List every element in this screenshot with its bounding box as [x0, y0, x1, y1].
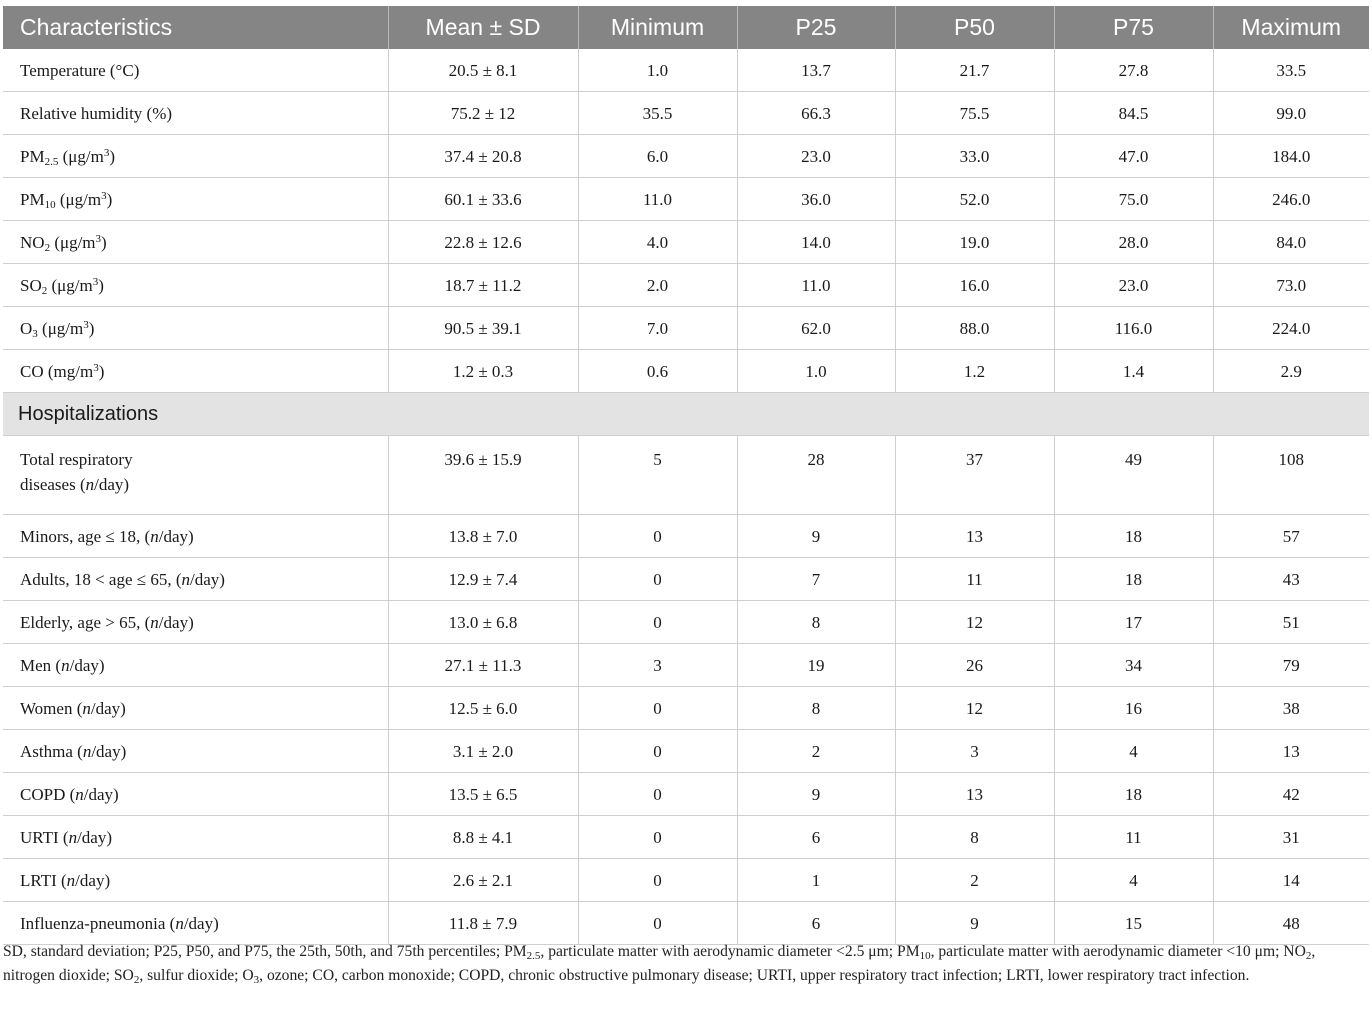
maximum-cell: 42 — [1213, 773, 1369, 816]
table-row — [3, 515, 1369, 558]
p75-cell: 17 — [1054, 601, 1213, 644]
minimum-cell: 0 — [578, 816, 737, 859]
minimum-cell: 11.0 — [578, 178, 737, 221]
characteristic-label — [3, 49, 388, 92]
table-row — [3, 221, 1369, 264]
statistics-table — [3, 6, 1369, 945]
minimum-cell: 7.0 — [578, 307, 737, 350]
p50-cell: 9 — [895, 902, 1054, 945]
label-superscript: 3 — [103, 146, 110, 159]
p25-cell: 11.0 — [737, 264, 895, 307]
label-text: Elderly, age > 65, — [20, 612, 141, 632]
p75-cell: 18 — [1054, 773, 1213, 816]
mean-sd-cell: 1.2 ± 0.3 — [388, 350, 578, 393]
table-row — [3, 307, 1369, 350]
p25-cell: 8 — [737, 687, 895, 730]
p25-cell: 23.0 — [737, 135, 895, 178]
maximum-cell: 38 — [1213, 687, 1369, 730]
unit-text: (n/day) — [62, 827, 112, 847]
characteristic-label — [3, 264, 388, 307]
table-row — [3, 558, 1369, 601]
minimum-cell: 3 — [578, 644, 737, 687]
p25-cell: 2 — [737, 730, 895, 773]
characteristic-label — [3, 350, 388, 393]
label-text: O — [20, 318, 33, 338]
minimum-cell: 5 — [578, 436, 737, 515]
label-text: ) — [88, 318, 95, 338]
label-text: COPD — [20, 784, 66, 804]
p50-cell: 1.2 — [895, 350, 1054, 393]
footnote-sub: 2 — [133, 974, 140, 986]
p75-cell: 75.0 — [1054, 178, 1213, 221]
mean-sd-cell: 3.1 ± 2.0 — [388, 730, 578, 773]
maximum-cell: 246.0 — [1213, 178, 1369, 221]
minimum-cell: 35.5 — [578, 92, 737, 135]
minimum-cell: 0 — [578, 902, 737, 945]
label-text: Asthma — [20, 741, 73, 761]
maximum-cell: 43 — [1213, 558, 1369, 601]
table-footnote — [3, 940, 1369, 988]
minimum-cell: 6.0 — [578, 135, 737, 178]
p25-cell: 28 — [737, 436, 895, 515]
header-p25: P25 — [737, 6, 895, 49]
footnote-text: , particulate matter with aerodynamic diameter <2.5 μm; PM — [540, 943, 920, 960]
mean-sd-cell: 22.8 ± 12.6 — [388, 221, 578, 264]
p25-cell: 13.7 — [737, 49, 895, 92]
label-subscript: 2.5 — [44, 155, 59, 168]
p75-cell: 16 — [1054, 687, 1213, 730]
p25-cell: 6 — [737, 902, 895, 945]
characteristic-label — [3, 816, 388, 859]
footnote-text: , nitrogen dioxide; SO — [3, 943, 1316, 984]
p50-cell: 3 — [895, 730, 1054, 773]
label-text: (μg/m — [47, 275, 93, 295]
label-text: PM — [20, 146, 45, 166]
unit-text: (n/day) — [76, 698, 126, 718]
label-text: ) — [98, 361, 105, 381]
maximum-cell: 14 — [1213, 859, 1369, 902]
p50-cell: 12 — [895, 601, 1054, 644]
unit-text: (n/day) — [175, 569, 225, 589]
table-row — [3, 859, 1369, 902]
p50-cell: 19.0 — [895, 221, 1054, 264]
footnote-sub: 10 — [919, 950, 931, 962]
table-row — [3, 92, 1369, 135]
mean-sd-cell: 60.1 ± 33.6 — [388, 178, 578, 221]
mean-sd-cell: 8.8 ± 4.1 — [388, 816, 578, 859]
mean-sd-cell: 20.5 ± 8.1 — [388, 49, 578, 92]
p75-cell: 11 — [1054, 816, 1213, 859]
p75-cell: 4 — [1054, 730, 1213, 773]
mean-sd-cell: 13.0 ± 6.8 — [388, 601, 578, 644]
mean-sd-cell: 37.4 ± 20.8 — [388, 135, 578, 178]
p75-cell: 27.8 — [1054, 49, 1213, 92]
maximum-cell: 184.0 — [1213, 135, 1369, 178]
table-row — [3, 816, 1369, 859]
maximum-cell: 108 — [1213, 436, 1369, 515]
characteristic-label — [3, 307, 388, 350]
mean-sd-cell: 18.7 ± 11.2 — [388, 264, 578, 307]
p75-cell: 116.0 — [1054, 307, 1213, 350]
table-row — [3, 178, 1369, 221]
label-text: ) — [106, 189, 113, 209]
p75-cell: 49 — [1054, 436, 1213, 515]
p50-cell: 52.0 — [895, 178, 1054, 221]
footnote-text: , ozone; CO, carbon monoxide; COPD, chronic obstructive pulmonary disease; URTI, upper respiratory tract infection; LRTI, lower respiratory tract infection. — [259, 967, 1250, 984]
table-row — [3, 49, 1369, 92]
unit-text: (n/day) — [144, 612, 194, 632]
p75-cell: 34 — [1054, 644, 1213, 687]
maximum-cell: 51 — [1213, 601, 1369, 644]
characteristic-label — [3, 135, 388, 178]
header-p75: P75 — [1054, 6, 1213, 49]
minimum-cell: 0 — [578, 730, 737, 773]
table-row — [3, 350, 1369, 393]
label-text: URTI — [20, 827, 59, 847]
mean-sd-cell: 13.5 ± 6.5 — [388, 773, 578, 816]
label-text: ) — [98, 275, 104, 295]
label-superscript: 3 — [93, 361, 99, 374]
p25-cell: 66.3 — [737, 92, 895, 135]
label-subscript: 2 — [44, 241, 51, 254]
unit-text: (n/day) — [55, 655, 105, 675]
p50-cell: 21.7 — [895, 49, 1054, 92]
header-row — [3, 6, 1369, 49]
mean-sd-cell: 75.2 ± 12 — [388, 92, 578, 135]
maximum-cell: 79 — [1213, 644, 1369, 687]
mean-sd-cell: 12.9 ± 7.4 — [388, 558, 578, 601]
label-text: Influenza-pneumonia — [20, 913, 166, 933]
minimum-cell: 0.6 — [578, 350, 737, 393]
mean-sd-cell: 27.1 ± 11.3 — [388, 644, 578, 687]
label-text: Minors, age ≤ 18, — [20, 526, 141, 546]
p50-cell: 37 — [895, 436, 1054, 515]
mean-sd-cell: 2.6 ± 2.1 — [388, 859, 578, 902]
maximum-cell: 13 — [1213, 730, 1369, 773]
label-text: (μg/m — [37, 318, 84, 338]
mean-sd-cell: 12.5 ± 6.0 — [388, 687, 578, 730]
header-p50: P50 — [895, 6, 1054, 49]
label-subscript: 2 — [41, 284, 48, 297]
unit-text: (n/day) — [79, 475, 130, 494]
footnote-text: , particulate matter with aerodynamic diameter <10 μm; NO — [930, 943, 1306, 960]
table-row — [3, 773, 1369, 816]
p50-cell: 88.0 — [895, 307, 1054, 350]
p50-cell: 33.0 — [895, 135, 1054, 178]
minimum-cell: 1.0 — [578, 49, 737, 92]
minimum-cell: 0 — [578, 687, 737, 730]
table-row — [3, 902, 1369, 945]
p25-cell: 6 — [737, 816, 895, 859]
maximum-cell: 99.0 — [1213, 92, 1369, 135]
table-row — [3, 644, 1369, 687]
table-row — [3, 730, 1369, 773]
label-superscript: 3 — [92, 275, 99, 288]
label-text: CO (mg/m — [20, 361, 94, 381]
p75-cell: 47.0 — [1054, 135, 1213, 178]
maximum-cell: 31 — [1213, 816, 1369, 859]
maximum-cell: 48 — [1213, 902, 1369, 945]
footnote-text: , sulfur dioxide; O — [139, 967, 254, 984]
p75-cell: 28.0 — [1054, 221, 1213, 264]
footnote-sub: 3 — [253, 974, 260, 986]
label-superscript: 3 — [83, 318, 89, 331]
unit-text: (n/day) — [169, 913, 219, 933]
minimum-cell: 0 — [578, 859, 737, 902]
characteristic-label — [3, 92, 388, 135]
minimum-cell: 0 — [578, 558, 737, 601]
header-minimum: Minimum — [578, 6, 737, 49]
unit-text: (n/day) — [69, 784, 119, 804]
characteristic-label — [3, 601, 388, 644]
unit-text: (n/day) — [61, 870, 111, 890]
p25-cell: 36.0 — [737, 178, 895, 221]
characteristic-label — [3, 902, 388, 945]
footnote-sub: 2 — [1305, 950, 1312, 962]
header-characteristics: Characteristics — [3, 6, 388, 49]
minimum-cell: 4.0 — [578, 221, 737, 264]
label-text: ) — [109, 146, 115, 166]
minimum-cell: 0 — [578, 773, 737, 816]
maximum-cell: 57 — [1213, 515, 1369, 558]
minimum-cell: 2.0 — [578, 264, 737, 307]
label-text: ) — [101, 232, 107, 252]
statistics-table-container — [3, 6, 1369, 945]
label-text: (μg/m — [58, 146, 104, 166]
label-text: LRTI — [20, 870, 57, 890]
p25-cell: 9 — [737, 515, 895, 558]
unit-text: (n/day) — [77, 741, 127, 761]
mean-sd-cell: 13.8 ± 7.0 — [388, 515, 578, 558]
p75-cell: 18 — [1054, 558, 1213, 601]
p25-cell: 1 — [737, 859, 895, 902]
p25-cell: 7 — [737, 558, 895, 601]
label-text: (μg/m — [50, 232, 96, 252]
characteristic-label — [3, 773, 388, 816]
section-row — [3, 393, 1369, 436]
p25-cell: 14.0 — [737, 221, 895, 264]
p25-cell: 9 — [737, 773, 895, 816]
label-text: diseases — [20, 475, 76, 494]
label-text: Relative humidity (%) — [20, 103, 173, 123]
label-subscript: 3 — [32, 327, 38, 340]
header-mean-sd: Mean ± SD — [388, 6, 578, 49]
label-text: PM — [20, 189, 45, 209]
label-text: (μg/m — [55, 189, 102, 209]
p50-cell: 13 — [895, 515, 1054, 558]
characteristic-label — [3, 178, 388, 221]
label-text: Women — [20, 698, 73, 718]
label-text: Total respiratory — [20, 450, 133, 469]
p50-cell: 75.5 — [895, 92, 1054, 135]
table-row — [3, 135, 1369, 178]
characteristic-label — [3, 859, 388, 902]
label-text: NO — [20, 232, 45, 252]
label-superscript: 3 — [101, 189, 107, 202]
p50-cell: 8 — [895, 816, 1054, 859]
p25-cell: 8 — [737, 601, 895, 644]
footnote-text: SD, standard deviation; P25, P50, and P75, the 25th, 50th, and 75th percentiles; PM — [3, 943, 527, 960]
mean-sd-cell: 39.6 ± 15.9 — [388, 436, 578, 515]
maximum-cell: 33.5 — [1213, 49, 1369, 92]
minimum-cell: 0 — [578, 601, 737, 644]
label-text: Adults, 18 < age ≤ 65, — [20, 569, 172, 589]
p75-cell: 1.4 — [1054, 350, 1213, 393]
characteristic-label — [3, 221, 388, 264]
p75-cell: 15 — [1054, 902, 1213, 945]
table-row — [3, 264, 1369, 307]
characteristic-label — [3, 515, 388, 558]
label-text: Men — [20, 655, 52, 675]
minimum-cell: 0 — [578, 515, 737, 558]
characteristic-label — [3, 436, 388, 515]
p25-cell: 62.0 — [737, 307, 895, 350]
p75-cell: 84.5 — [1054, 92, 1213, 135]
p25-cell: 1.0 — [737, 350, 895, 393]
table-row — [3, 601, 1369, 644]
header-maximum: Maximum — [1213, 6, 1369, 49]
label-subscript: 10 — [44, 198, 56, 211]
p75-cell: 23.0 — [1054, 264, 1213, 307]
characteristic-label — [3, 558, 388, 601]
label-superscript: 3 — [95, 232, 102, 245]
characteristic-label — [3, 730, 388, 773]
table-header — [3, 6, 1369, 49]
section-label: Hospitalizations — [3, 393, 1369, 436]
table-row — [3, 687, 1369, 730]
p50-cell: 11 — [895, 558, 1054, 601]
p25-cell: 19 — [737, 644, 895, 687]
p50-cell: 26 — [895, 644, 1054, 687]
label-text: SO — [20, 275, 42, 295]
table-body — [3, 49, 1369, 945]
characteristic-label — [3, 687, 388, 730]
maximum-cell: 84.0 — [1213, 221, 1369, 264]
characteristic-label — [3, 644, 388, 687]
p50-cell: 16.0 — [895, 264, 1054, 307]
p75-cell: 18 — [1054, 515, 1213, 558]
p50-cell: 12 — [895, 687, 1054, 730]
label-text: Temperature (°C) — [20, 60, 140, 80]
mean-sd-cell: 11.8 ± 7.9 — [388, 902, 578, 945]
p50-cell: 2 — [895, 859, 1054, 902]
p50-cell: 13 — [895, 773, 1054, 816]
maximum-cell: 73.0 — [1213, 264, 1369, 307]
mean-sd-cell: 90.5 ± 39.1 — [388, 307, 578, 350]
p75-cell: 4 — [1054, 859, 1213, 902]
table-row — [3, 436, 1369, 515]
footnote-sub: 2.5 — [526, 950, 541, 962]
maximum-cell: 224.0 — [1213, 307, 1369, 350]
unit-text: (n/day) — [144, 526, 194, 546]
maximum-cell: 2.9 — [1213, 350, 1369, 393]
